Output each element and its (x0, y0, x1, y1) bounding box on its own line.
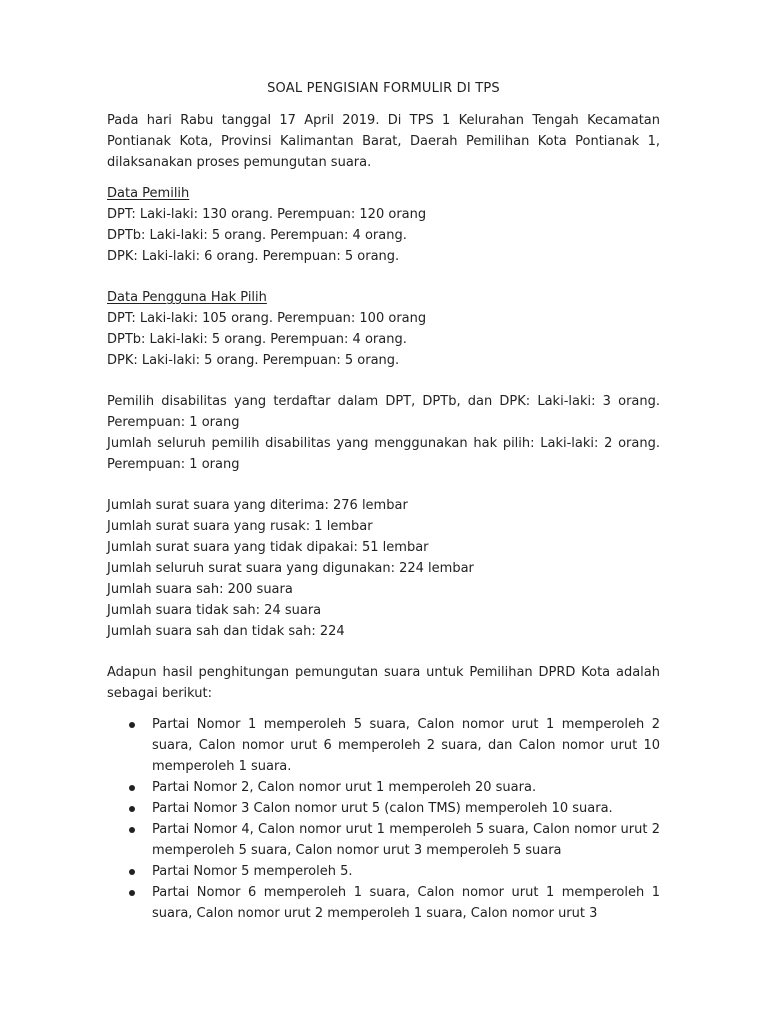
list-item (107, 819, 660, 861)
bullet-icon (129, 806, 135, 812)
data-pengguna-dptb: DPTb: Laki-laki: 5 orang. Perempuan: 4 orang. (107, 332, 407, 347)
data-pemilih-dptb: DPTb: Laki-laki: 5 orang. Perempuan: 4 orang. (107, 228, 407, 243)
list-item-text: Partai Nomor 5 memperoleh 5. (152, 864, 353, 879)
list-item (107, 714, 660, 777)
surat-suara-digunakan: Jumlah seluruh surat suara yang digunakan: 224 lembar (107, 561, 474, 576)
data-pengguna-heading: Data Pengguna Hak Pilih (107, 290, 267, 305)
surat-suara-tidak-dipakai: Jumlah surat suara yang tidak dipakai: 51 lembar (107, 540, 429, 555)
disabilitas-section (107, 391, 660, 475)
disabilitas-pengguna: Jumlah seluruh pemilih disabilitas yang menggunakan hak pilih: Laki-laki: 2 orang. Perempuan: 1 orang (107, 436, 660, 472)
list-item-text: Partai Nomor 3 Calon nomor urut 5 (calon TMS) memperoleh 10 suara. (152, 801, 613, 816)
data-pemilih-dpt: DPT: Laki-laki: 130 orang. Perempuan: 120 orang (107, 207, 427, 222)
data-pemilih-dpk: DPK: Laki-laki: 6 orang. Perempuan: 5 orang. (107, 249, 400, 264)
data-pengguna-dpt: DPT: Laki-laki: 105 orang. Perempuan: 100 orang (107, 311, 427, 326)
hasil-intro-paragraph: Adapun hasil penghitungan pemungutan suara untuk Pemilihan DPRD Kota adalah sebagai berikut: (107, 665, 660, 701)
bullet-icon (129, 722, 135, 728)
disabilitas-terdaftar: Pemilih disabilitas yang terdaftar dalam DPT, DPTb, dan DPK: Laki-laki: 3 orang. Perempuan: 1 orang (107, 394, 660, 430)
bullet-icon (129, 890, 135, 896)
list-item (107, 798, 660, 819)
data-pengguna-section (107, 287, 660, 371)
data-pemilih-section (107, 183, 660, 267)
bullet-icon (129, 869, 135, 875)
surat-suara-rusak: Jumlah surat suara yang rusak: 1 lembar (107, 519, 373, 534)
suara-sah: Jumlah suara sah: 200 suara (107, 582, 293, 597)
list-item-text: Partai Nomor 4, Calon nomor urut 1 memperoleh 5 suara, Calon nomor urut 2 memperoleh 5 suara, Calon nomor urut 3 memperoleh 5 suara (152, 822, 660, 858)
list-item (107, 777, 660, 798)
bullet-icon (129, 785, 135, 791)
bullet-icon (129, 827, 135, 833)
intro-paragraph: Pada hari Rabu tanggal 17 April 2019. Di TPS 1 Kelurahan Tengah Kecamatan Pontianak Kota, Provinsi Kalimantan Barat, Daerah Pemilihan Kota Pontianak 1, dilaksanakan proses pemungutan suara. (107, 113, 660, 170)
list-item (107, 882, 660, 924)
data-pengguna-dpk: DPK: Laki-laki: 5 orang. Perempuan: 5 orang. (107, 353, 400, 368)
hasil-list (107, 714, 660, 924)
list-item-text: Partai Nomor 1 memperoleh 5 suara, Calon nomor urut 1 memperoleh 2 suara, Calon nomor urut 6 memperoleh 2 suara, dan Calon nomor urut 10 memperoleh 1 suara. (152, 717, 660, 774)
list-item (107, 861, 660, 882)
list-item-text: Partai Nomor 2, Calon nomor urut 1 memperoleh 20 suara. (152, 780, 537, 795)
surat-suara-section (107, 495, 660, 642)
data-pemilih-heading: Data Pemilih (107, 186, 190, 201)
list-item-text: Partai Nomor 6 memperoleh 1 suara, Calon nomor urut 1 memperoleh 1 suara, Calon nomor urut 2 memperoleh 1 suara, Calon nomor urut 3 (152, 885, 660, 921)
suara-tidak-sah: Jumlah suara tidak sah: 24 suara (107, 603, 322, 618)
suara-sah-dan-tidak-sah: Jumlah suara sah dan tidak sah: 224 (107, 624, 345, 639)
surat-suara-diterima: Jumlah surat suara yang diterima: 276 lembar (107, 498, 408, 513)
document-page (107, 78, 660, 924)
document-title: SOAL PENGISIAN FORMULIR DI TPS (267, 81, 500, 96)
